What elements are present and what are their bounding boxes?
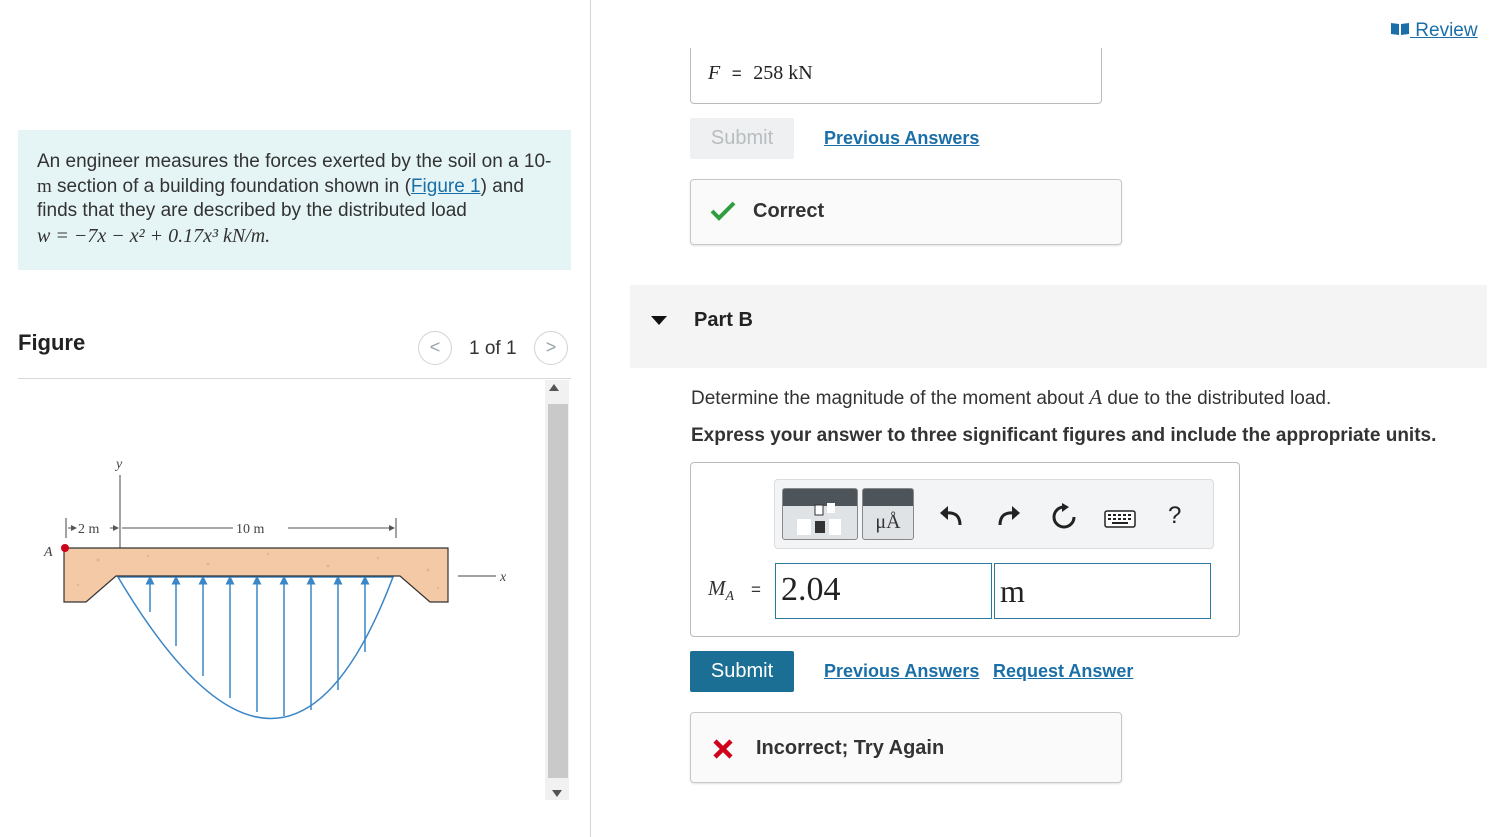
part-a-submit-button[interactable]: Submit xyxy=(690,118,794,159)
y-axis-label: y xyxy=(116,457,123,472)
part-b-header[interactable] xyxy=(630,285,1487,368)
value-input-text: 2.04 xyxy=(781,571,841,608)
answer-label xyxy=(708,576,734,605)
units-button[interactable] xyxy=(862,488,914,540)
part-a-answer-var: F xyxy=(708,62,721,84)
point-a-label: A xyxy=(44,545,53,560)
scroll-up-arrow-icon[interactable] xyxy=(549,384,559,391)
figure-title: Figure xyxy=(18,330,86,355)
part-b-submit-button[interactable]: Submit xyxy=(690,651,794,692)
part-a-answer-eq: = xyxy=(731,64,742,83)
templates-icon xyxy=(783,489,857,539)
column-divider xyxy=(590,0,591,837)
part-a-answer xyxy=(708,62,813,85)
answer-label-var: M xyxy=(708,576,726,600)
part-b-previous-answers-link[interactable]: Previous Answers xyxy=(824,661,980,681)
help-icon[interactable]: ? xyxy=(1168,502,1182,529)
question-text-1: Determine the magnitude of the moment about xyxy=(691,388,1090,409)
units-input[interactable] xyxy=(994,563,1211,619)
part-a-feedback-text: Correct xyxy=(753,200,825,222)
x-axis-label: x xyxy=(500,570,507,585)
caret-down-icon[interactable] xyxy=(651,316,667,325)
question-var: A xyxy=(1089,385,1103,409)
x-mark-icon xyxy=(712,738,734,760)
answer-equals: = xyxy=(751,580,761,599)
figure-next-button[interactable] xyxy=(534,331,568,365)
dim-10m-label: 10 m xyxy=(236,522,265,537)
figure-link[interactable]: Figure 1 xyxy=(410,175,481,197)
chevron-left-icon: < xyxy=(429,337,441,357)
answer-label-sub: A xyxy=(725,589,735,605)
part-b-question xyxy=(691,385,1331,410)
units-icon: μÅ xyxy=(875,511,901,533)
chevron-right-icon: > xyxy=(545,337,557,357)
question-text-2: due to the distributed load. xyxy=(1102,388,1332,409)
dim-2m-label: 2 m xyxy=(78,522,100,537)
figure-prev-button[interactable] xyxy=(418,331,452,365)
scroll-down-arrow-icon[interactable] xyxy=(552,790,562,797)
problem-text-1: An engineer measures the forces exerted by the soil on a 10- xyxy=(37,151,552,172)
reset-icon[interactable] xyxy=(1050,503,1078,531)
review-link[interactable] xyxy=(1390,20,1478,42)
load-equation: w = −7x − x² + 0.17x³ kN/m. xyxy=(37,224,271,247)
value-input[interactable] xyxy=(775,563,992,619)
redo-icon[interactable] xyxy=(996,505,1022,529)
problem-statement xyxy=(37,150,557,249)
part-b-feedback-text: Incorrect; Try Again xyxy=(756,737,945,759)
problem-text-3: ) and finds that they are described by the distributed load xyxy=(37,175,524,221)
part-b-title[interactable]: Part B xyxy=(694,309,753,331)
undo-icon[interactable] xyxy=(938,505,964,529)
figure-divider xyxy=(18,378,571,379)
figure-scrollbar-thumb[interactable] xyxy=(548,404,568,778)
book-icon xyxy=(1390,22,1410,36)
part-b-instruction: Express your answer to three significant figures and include the appropriate units. xyxy=(691,425,1437,446)
checkmark-icon xyxy=(710,201,736,221)
review-label: Review xyxy=(1415,20,1478,41)
units-input-text: m xyxy=(1000,573,1025,609)
request-answer-link[interactable]: Request Answer xyxy=(993,661,1134,681)
foundation-diagram xyxy=(18,440,543,740)
problem-unit: m xyxy=(37,175,52,197)
figure-pager: 1 of 1 xyxy=(469,338,517,359)
templates-button[interactable] xyxy=(782,488,858,540)
problem-text-2: section of a building foundation shown in ( xyxy=(51,175,411,197)
part-a-answer-value: 258 kN xyxy=(753,62,813,84)
keyboard-icon[interactable] xyxy=(1104,510,1136,528)
part-a-previous-answers-link[interactable]: Previous Answers xyxy=(824,128,980,148)
